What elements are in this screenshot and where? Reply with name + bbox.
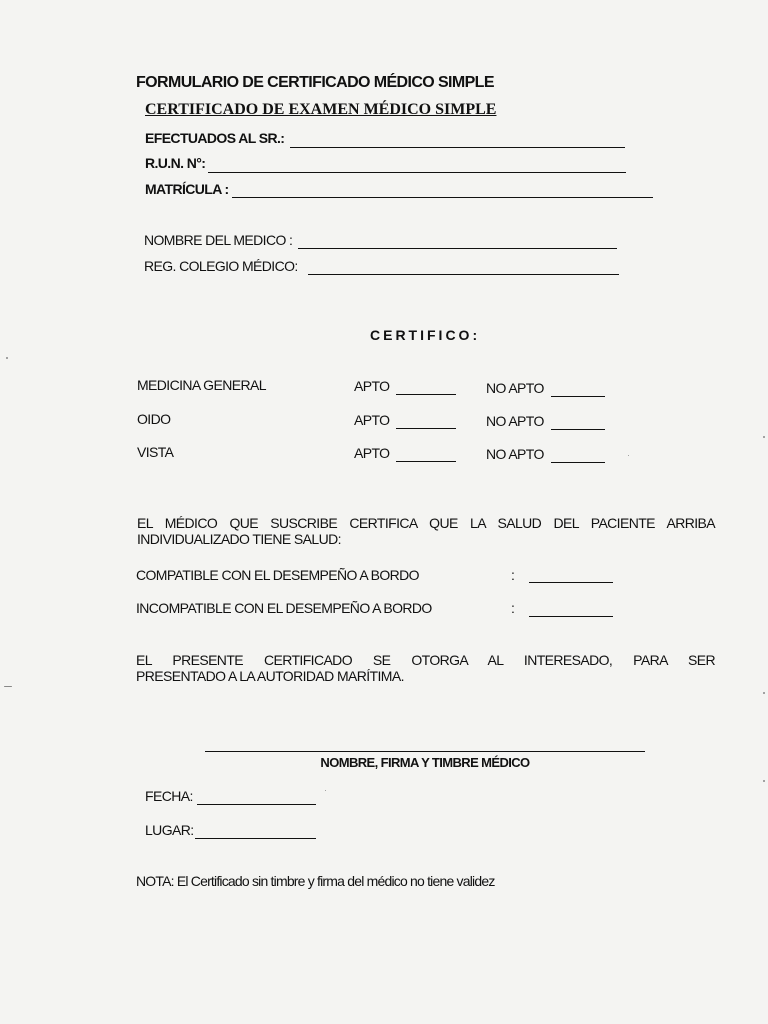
nombre-medico-label: NOMBRE DEL MEDICO : xyxy=(144,232,293,248)
lugar-label: LUGAR: xyxy=(145,822,194,838)
statement-line-2: INDIVIDUALIZADO TIENE SALUD: xyxy=(137,531,341,547)
otorga-line-2: PRESENTADO A LA AUTORIDAD MARÍTIMA. xyxy=(136,668,404,684)
no-apto-label: NO APTO xyxy=(486,413,544,429)
apto-label: APTO xyxy=(354,412,390,428)
no-apto-line[interactable] xyxy=(551,396,605,397)
apto-line[interactable] xyxy=(396,461,456,462)
incompatible-line[interactable] xyxy=(529,616,613,617)
scan-speck xyxy=(325,790,326,791)
apto-label: APTO xyxy=(354,445,390,461)
incompatible-colon: : xyxy=(511,600,515,616)
matricula-line[interactable] xyxy=(232,197,653,198)
no-apto-label: NO APTO xyxy=(486,380,544,396)
statement-paragraph xyxy=(137,515,715,547)
run-label: R.U.N. N°: xyxy=(145,155,206,171)
scan-speck xyxy=(628,455,629,456)
apto-label: APTO xyxy=(354,378,390,394)
fecha-label: FECHA: xyxy=(145,788,193,804)
form-title: FORMULARIO DE CERTIFICADO MÉDICO SIMPLE xyxy=(136,74,494,91)
apto-line[interactable] xyxy=(396,394,456,395)
reg-colegio-line[interactable] xyxy=(308,274,619,275)
efectuados-line[interactable] xyxy=(290,147,625,148)
otorga-paragraph xyxy=(136,652,715,684)
apto-line[interactable] xyxy=(396,428,456,429)
exam-label: OIDO xyxy=(137,411,171,427)
no-apto-line[interactable] xyxy=(551,429,605,430)
matricula-label: MATRÍCULA : xyxy=(145,181,229,197)
lugar-line[interactable] xyxy=(195,838,316,839)
scan-speck xyxy=(6,357,8,359)
statement-line-1: EL MÉDICO QUE SUSCRIBE CERTIFICA QUE LA SALUD DEL PACIENTE ARRIBA xyxy=(137,515,715,531)
no-apto-line[interactable] xyxy=(551,462,605,463)
incompatible-label: INCOMPATIBLE CON EL DESEMPEÑO A BORDO xyxy=(136,600,432,616)
exam-label: VISTA xyxy=(137,444,174,460)
run-line[interactable] xyxy=(208,172,626,173)
form-subtitle: CERTIFICADO DE EXAMEN MÉDICO SIMPLE xyxy=(145,101,497,118)
signature-label: NOMBRE, FIRMA Y TIMBRE MÉDICO xyxy=(320,755,530,770)
compatible-colon: : xyxy=(511,567,515,583)
scan-speck xyxy=(763,436,765,438)
compatible-label: COMPATIBLE CON EL DESEMPEÑO A BORDO xyxy=(136,567,419,583)
scan-speck xyxy=(763,692,765,694)
certifico-heading: CERTIFICO: xyxy=(370,327,481,343)
scan-speck xyxy=(763,780,765,782)
fecha-line[interactable] xyxy=(197,804,316,805)
nombre-medico-line[interactable] xyxy=(298,248,617,249)
otorga-line-1: EL PRESENTE CERTIFICADO SE OTORGA AL INTERESADO, PARA SER xyxy=(136,652,715,668)
reg-colegio-label: REG. COLEGIO MÉDICO: xyxy=(144,258,298,274)
efectuados-label: EFECTUADOS AL SR.: xyxy=(145,130,285,146)
scan-speck xyxy=(4,686,12,687)
exam-label: MEDICINA GENERAL xyxy=(137,377,266,393)
no-apto-label: NO APTO xyxy=(486,446,544,462)
nota-text: NOTA: El Certificado sin timbre y firma del médico no tiene validez xyxy=(136,873,495,889)
compatible-line[interactable] xyxy=(529,582,613,583)
signature-line[interactable] xyxy=(205,751,645,752)
